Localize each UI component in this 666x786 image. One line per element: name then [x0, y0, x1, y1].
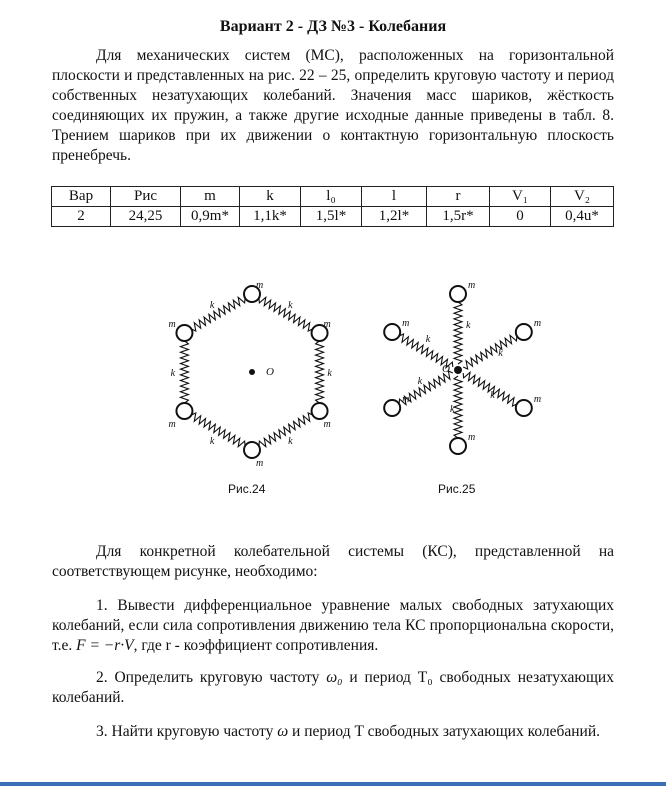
- omega-symbol: ω: [277, 723, 289, 740]
- table-header-cell: l: [362, 187, 427, 207]
- mass-label: m: [533, 318, 542, 329]
- parameters-table: [51, 186, 614, 227]
- spring-label: k: [288, 300, 293, 312]
- table-cell: 0,9m*: [181, 207, 240, 227]
- center-point: [454, 366, 462, 374]
- table-header-cell: Вар: [52, 187, 111, 207]
- mass-label: m: [323, 319, 331, 330]
- mass-ball: [312, 403, 328, 419]
- mass-label: m: [402, 394, 410, 405]
- figure-24: [160, 280, 360, 500]
- mass-label: m: [468, 432, 476, 443]
- task-3: [52, 722, 614, 742]
- spring-label: k: [288, 435, 293, 447]
- mass-ball: [176, 403, 192, 419]
- table-header-cell: Рис: [111, 187, 181, 207]
- task-2: [52, 668, 614, 708]
- task-1: [52, 596, 614, 656]
- spring: [180, 341, 188, 403]
- figure-24-diagram: [160, 280, 360, 480]
- table-cell: 0: [490, 207, 551, 227]
- table-cell: 1,5l*: [301, 207, 362, 227]
- task-intro: Для конкретной колебательной системы (КС), представленной на соответствующем рисунке, необходимо:: [52, 543, 614, 580]
- mass-ball: [516, 400, 532, 416]
- mass-ball: [450, 438, 466, 454]
- spring-label: k: [170, 368, 176, 379]
- table-header-cell: V₂: [551, 187, 614, 207]
- mass-ball: [450, 286, 466, 302]
- spring: [191, 297, 245, 331]
- mass-ball: [384, 324, 400, 340]
- mass-label: m: [256, 458, 264, 469]
- spring-label: k: [209, 435, 215, 447]
- table-row: [52, 207, 614, 227]
- table-cell: 2: [52, 207, 111, 227]
- spring-label: k: [450, 403, 455, 415]
- spring-label: k: [425, 334, 431, 346]
- task-1-text: 1. Вывести дифференциальное уравнение малых свободных затухающих колебаний, если сила сопротивления движению тела КС пропорциональна скорости, т.е.: [52, 597, 614, 654]
- spring-label: k: [498, 348, 503, 360]
- spring-label: k: [327, 368, 332, 379]
- mass-label: m: [168, 319, 176, 330]
- mass-label: m: [323, 419, 331, 430]
- table-header-row: [52, 187, 614, 207]
- table-cell: 24,25: [111, 207, 181, 227]
- task-2-text-after: и период T₀ свободных незатухающих колебаний.: [52, 669, 614, 706]
- intro-paragraph: Для механических систем (МС), расположенных на горизонтальной плоскости и представленных на рис. 22 – 25, определить круговую частоту и период собственных незатухающих колебаний. Значения масс шариков, жёсткость соединяющих их пружин, а также другие исходные данные приведены в табл. 8. Трением шариков при их движении о контактную горизонтальную плоскость пренебречь.: [52, 47, 614, 164]
- table-header-cell: m: [181, 187, 240, 207]
- mass-label: m: [168, 419, 176, 430]
- center-point: [249, 369, 255, 375]
- mass-ball: [516, 324, 532, 340]
- task-3-text: 3. Найти круговую частоту: [96, 723, 274, 740]
- bottom-border: [0, 782, 666, 786]
- table-cell: 1,1k*: [240, 207, 301, 227]
- table-cell: 1,2l*: [362, 207, 427, 227]
- table-cell: 0,4u*: [551, 207, 614, 227]
- figure-25: [370, 280, 560, 500]
- table-header-cell: V₁: [490, 187, 551, 207]
- spring: [454, 376, 462, 438]
- spring: [259, 413, 313, 447]
- force-formula: F = −r·V: [76, 637, 134, 654]
- center-label: O: [266, 366, 274, 378]
- spring-label: k: [466, 320, 471, 332]
- figure-24-caption: Рис.24: [228, 482, 266, 496]
- mass-label: m: [533, 394, 542, 405]
- spring: [454, 302, 462, 364]
- spring-label: k: [490, 389, 495, 401]
- spring: [463, 335, 517, 369]
- page-title: Вариант 2 - ДЗ №3 - Колебания: [219, 18, 447, 35]
- spring: [191, 413, 245, 447]
- figure-25-caption: Рис.25: [438, 482, 476, 496]
- table-cell: 1,5r*: [427, 207, 490, 227]
- mass-label: m: [402, 318, 410, 329]
- center-label: O: [442, 363, 450, 375]
- task-2-text: 2. Определить круговую частоту: [96, 669, 320, 686]
- mass-ball: [384, 400, 400, 416]
- omega0-symbol: ω₀: [326, 669, 343, 686]
- table-header-cell: r: [427, 187, 490, 207]
- table-header-cell: l₀: [301, 187, 362, 207]
- spring-label: k: [417, 375, 423, 387]
- spring: [316, 341, 324, 403]
- spring-label: k: [209, 300, 215, 312]
- spring: [259, 297, 313, 331]
- task-3-text-after: и период T свободных затухающих колебаний.: [292, 723, 601, 740]
- mass-ball: [176, 325, 192, 341]
- table-header-cell: k: [240, 187, 301, 207]
- mass-label: m: [468, 280, 476, 291]
- task-1-text-after: , где r - коэффициент сопротивления.: [133, 637, 379, 654]
- figure-25-diagram: [370, 280, 560, 480]
- mass-label: m: [256, 280, 264, 291]
- mass-ball: [244, 442, 260, 458]
